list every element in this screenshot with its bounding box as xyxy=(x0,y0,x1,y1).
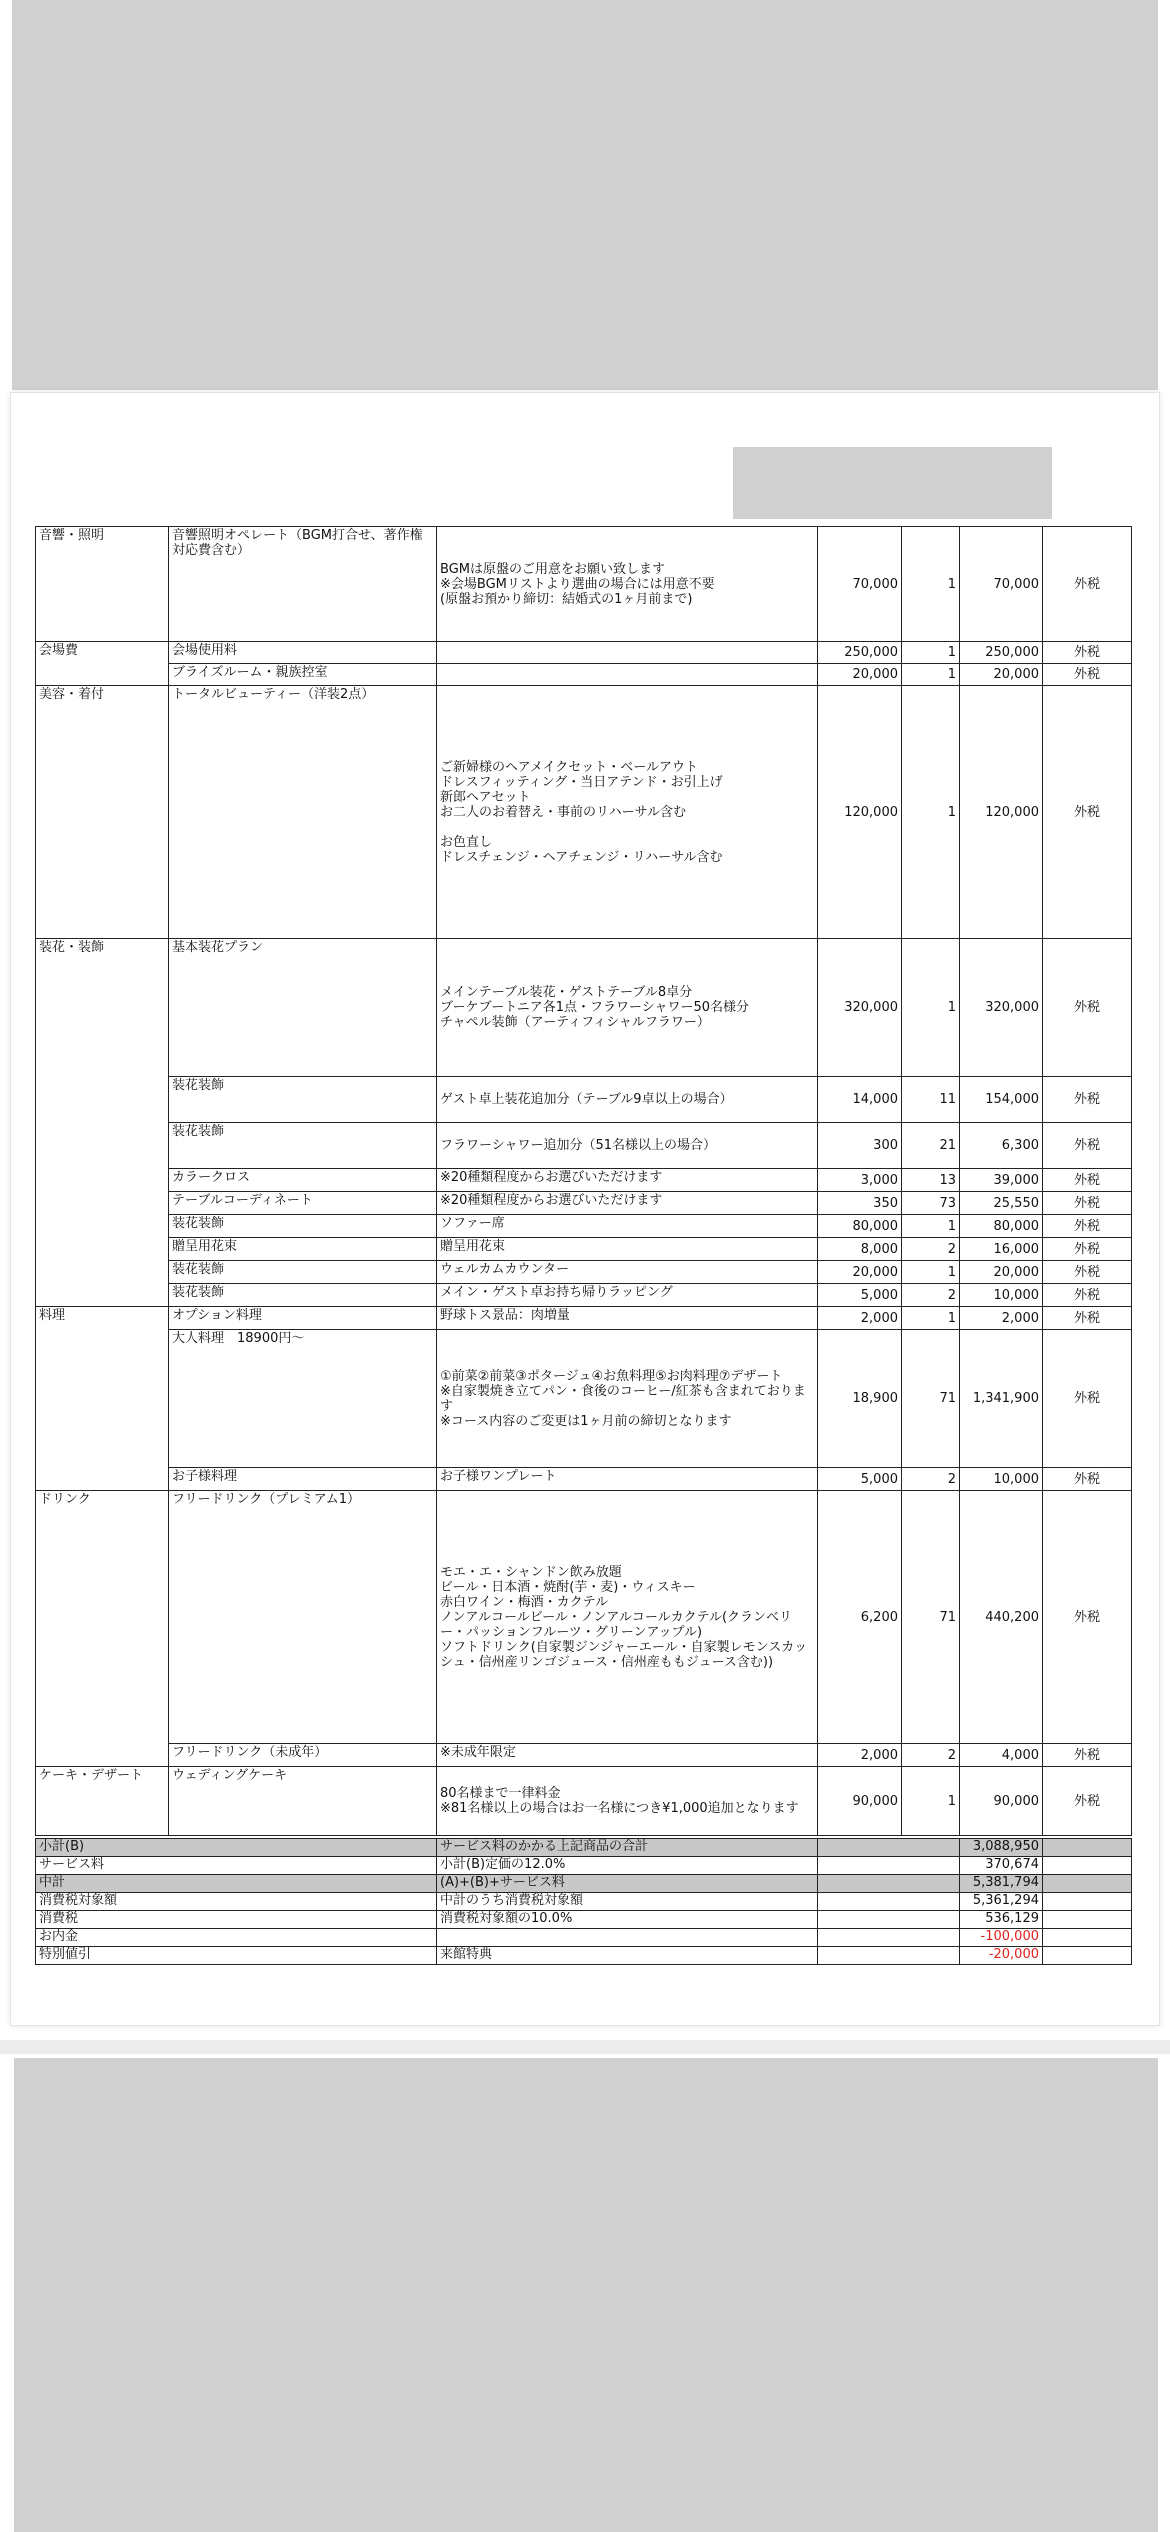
table-row xyxy=(36,1284,1132,1307)
summary-description: サービス料のかかる上記商品の合計 xyxy=(437,1839,818,1857)
tax-type-cell: 外税 xyxy=(1043,1767,1132,1836)
item-cell: 装花装飾 xyxy=(169,1215,437,1238)
summary-description: 中計のうち消費税対象額 xyxy=(437,1893,818,1911)
tax-type-cell: 外税 xyxy=(1043,642,1132,664)
description-cell: ※20種類程度からお選びいただけます xyxy=(437,1169,818,1192)
description-cell: メインテーブル装花・ゲストテーブル8卓分 ブーケブートニア各1点・フラワーシャワー50名様分 チャペル装飾（アーティフィシャルフラワー） xyxy=(437,939,818,1077)
amount-cell: 20,000 xyxy=(960,664,1043,686)
quantity-cell: 1 xyxy=(902,686,960,939)
description-cell: モエ・エ・シャンドン飲み放題 ビール・日本酒・焼酎(芋・麦)・ウィスキー 赤白ワイン・梅酒・カクテル ノンアルコールビール・ノンアルコールカクテル(クランベリー・パッションフルーツ・グリーンアップル) ソフトドリンク(自家製ジンジャーエール・自家製レモンスカッシュ・信州産リンゴジュース・信州産ももジュース含む)) xyxy=(437,1491,818,1744)
item-cell: 装花装飾 xyxy=(169,1284,437,1307)
category-cell: 音響・照明 xyxy=(36,527,169,642)
redacted-header-block xyxy=(733,447,1052,519)
amount-cell: 70,000 xyxy=(960,527,1043,642)
item-cell: 装花装飾 xyxy=(169,1123,437,1169)
summary-label: 特別値引 xyxy=(36,1947,437,1965)
table-row xyxy=(36,1468,1132,1491)
quantity-cell: 1 xyxy=(902,1307,960,1330)
description-cell: お子様ワンプレート xyxy=(437,1468,818,1491)
category-cell: ケーキ・デザート xyxy=(36,1767,169,1836)
summary-table xyxy=(35,1838,1132,1965)
summary-amount: -20,000 xyxy=(960,1947,1043,1965)
tax-type-cell: 外税 xyxy=(1043,1077,1132,1123)
description-cell: ①前菜②前菜③ポタージュ④お魚料理⑤お肉料理⑦デザート ※自家製焼き立てパン・食後のコーヒー/紅茶も含まれております ※コース内容のご変更は1ヶ月前の締切となります xyxy=(437,1330,818,1468)
item-cell: フリードリンク（プレミアム1） xyxy=(169,1491,437,1744)
quantity-cell: 13 xyxy=(902,1169,960,1192)
quantity-cell: 1 xyxy=(902,642,960,664)
summary-label: 消費税対象額 xyxy=(36,1893,437,1911)
estimate-table xyxy=(35,526,1132,1836)
table-row xyxy=(36,1215,1132,1238)
item-cell: 装花装飾 xyxy=(169,1261,437,1284)
description-cell xyxy=(437,642,818,664)
summary-label: 消費税 xyxy=(36,1911,437,1929)
item-cell: 音響照明オペレート（BGM打合せ、著作権対応費含む） xyxy=(169,527,437,642)
table-row xyxy=(36,1238,1132,1261)
item-cell: オプション料理 xyxy=(169,1307,437,1330)
description-cell: ※未成年限定 xyxy=(437,1744,818,1767)
quantity-cell: 2 xyxy=(902,1238,960,1261)
item-cell: フリードリンク（未成年） xyxy=(169,1744,437,1767)
description-cell xyxy=(437,664,818,686)
unit-price-cell: 90,000 xyxy=(818,1767,902,1836)
table-row xyxy=(36,1330,1132,1468)
table-row xyxy=(36,1192,1132,1215)
unit-price-cell: 5,000 xyxy=(818,1468,902,1491)
table-row xyxy=(36,939,1132,1077)
tax-type-cell: 外税 xyxy=(1043,1123,1132,1169)
amount-cell: 10,000 xyxy=(960,1284,1043,1307)
amount-cell: 39,000 xyxy=(960,1169,1043,1192)
amount-cell: 6,300 xyxy=(960,1123,1043,1169)
description-cell: BGMは原盤のご用意をお願い致します ※会場BGMリストより選曲の場合には用意不要 (原盤お預かり締切：結婚式の1ヶ月前まで) xyxy=(437,527,818,642)
redacted-bottom-area xyxy=(14,2058,1158,2532)
amount-cell: 4,000 xyxy=(960,1744,1043,1767)
table-row xyxy=(36,1307,1132,1330)
category-cell: 装花・装飾 xyxy=(36,939,169,1307)
table-row xyxy=(36,1261,1132,1284)
item-cell: お子様料理 xyxy=(169,1468,437,1491)
summary-amount: 3,088,950 xyxy=(960,1839,1043,1857)
tax-type-cell: 外税 xyxy=(1043,939,1132,1077)
unit-price-cell: 350 xyxy=(818,1192,902,1215)
summary-row xyxy=(36,1947,1132,1965)
unit-price-cell: 5,000 xyxy=(818,1284,902,1307)
summary-row xyxy=(36,1875,1132,1893)
tax-type-cell: 外税 xyxy=(1043,664,1132,686)
summary-row xyxy=(36,1929,1132,1947)
amount-cell: 25,550 xyxy=(960,1192,1043,1215)
item-cell: カラークロス xyxy=(169,1169,437,1192)
category-cell: 会場費 xyxy=(36,642,169,686)
page-divider xyxy=(0,2040,1170,2054)
tax-type-cell: 外税 xyxy=(1043,1491,1132,1744)
tax-type-cell: 外税 xyxy=(1043,1215,1132,1238)
unit-price-cell: 320,000 xyxy=(818,939,902,1077)
description-cell: ウェルカムカウンター xyxy=(437,1261,818,1284)
amount-cell: 16,000 xyxy=(960,1238,1043,1261)
unit-price-cell: 18,900 xyxy=(818,1330,902,1468)
quantity-cell: 1 xyxy=(902,939,960,1077)
summary-label: 小計(B) xyxy=(36,1839,437,1857)
summary-row xyxy=(36,1893,1132,1911)
amount-cell: 10,000 xyxy=(960,1468,1043,1491)
unit-price-cell: 6,200 xyxy=(818,1491,902,1744)
amount-cell: 154,000 xyxy=(960,1077,1043,1123)
summary-description: 消費税対象額の10.0% xyxy=(437,1911,818,1929)
quantity-cell: 2 xyxy=(902,1744,960,1767)
category-cell: 料理 xyxy=(36,1307,169,1491)
table-row xyxy=(36,1767,1132,1836)
quantity-cell: 2 xyxy=(902,1284,960,1307)
description-cell: フラワーシャワー追加分（51名様以上の場合） xyxy=(437,1123,818,1169)
summary-description: (A)+(B)+サービス料 xyxy=(437,1875,818,1893)
tax-type-cell: 外税 xyxy=(1043,686,1132,939)
amount-cell: 320,000 xyxy=(960,939,1043,1077)
quantity-cell: 1 xyxy=(902,664,960,686)
summary-amount: 370,674 xyxy=(960,1857,1043,1875)
unit-price-cell: 3,000 xyxy=(818,1169,902,1192)
description-cell: ご新婦様のヘアメイクセット・ベールアウト ドレスフィッティング・当日アテンド・お引上げ 新郎ヘアセット お二人のお着替え・事前のリハーサル含む お色直し ドレスチェンジ・ヘアチェンジ・リハーサル含む xyxy=(437,686,818,939)
table-row xyxy=(36,527,1132,642)
amount-cell: 1,341,900 xyxy=(960,1330,1043,1468)
summary-description: 来館特典 xyxy=(437,1947,818,1965)
amount-cell: 20,000 xyxy=(960,1261,1043,1284)
summary-label: お内金 xyxy=(36,1929,437,1947)
quantity-cell: 1 xyxy=(902,527,960,642)
item-cell: 会場使用料 xyxy=(169,642,437,664)
item-cell: テーブルコーディネート xyxy=(169,1192,437,1215)
amount-cell: 2,000 xyxy=(960,1307,1043,1330)
amount-cell: 440,200 xyxy=(960,1491,1043,1744)
tax-type-cell: 外税 xyxy=(1043,1284,1132,1307)
description-cell: 80名様まで一律料金 ※81名様以上の場合はお一名様につき¥1,000追加となります xyxy=(437,1767,818,1836)
unit-price-cell: 250,000 xyxy=(818,642,902,664)
tax-type-cell: 外税 xyxy=(1043,1192,1132,1215)
quantity-cell: 71 xyxy=(902,1330,960,1468)
item-cell: 大人料理 18900円～ xyxy=(169,1330,437,1468)
amount-cell: 250,000 xyxy=(960,642,1043,664)
summary-row xyxy=(36,1911,1132,1929)
table-row xyxy=(36,664,1132,686)
quantity-cell: 1 xyxy=(902,1215,960,1238)
unit-price-cell: 20,000 xyxy=(818,664,902,686)
summary-amount: 536,129 xyxy=(960,1911,1043,1929)
tax-type-cell: 外税 xyxy=(1043,1468,1132,1491)
summary-amount: -100,000 xyxy=(960,1929,1043,1947)
tax-type-cell: 外税 xyxy=(1043,1744,1132,1767)
table-row xyxy=(36,1169,1132,1192)
summary-amount: 5,381,794 xyxy=(960,1875,1043,1893)
amount-cell: 120,000 xyxy=(960,686,1043,939)
quantity-cell: 1 xyxy=(902,1261,960,1284)
unit-price-cell: 300 xyxy=(818,1123,902,1169)
tax-type-cell: 外税 xyxy=(1043,1261,1132,1284)
redacted-top-area xyxy=(12,0,1158,390)
quantity-cell: 1 xyxy=(902,1767,960,1836)
summary-description: 小計(B)定価の12.0% xyxy=(437,1857,818,1875)
quantity-cell: 21 xyxy=(902,1123,960,1169)
summary-label: サービス料 xyxy=(36,1857,437,1875)
description-cell: ※20種類程度からお選びいただけます xyxy=(437,1192,818,1215)
table-row xyxy=(36,1491,1132,1744)
description-cell: ソファー席 xyxy=(437,1215,818,1238)
table-row xyxy=(36,686,1132,939)
table-row xyxy=(36,1744,1132,1767)
tax-type-cell: 外税 xyxy=(1043,1238,1132,1261)
summary-description xyxy=(437,1929,818,1947)
quantity-cell: 11 xyxy=(902,1077,960,1123)
unit-price-cell: 8,000 xyxy=(818,1238,902,1261)
item-cell: 装花装飾 xyxy=(169,1077,437,1123)
summary-row xyxy=(36,1857,1132,1875)
description-cell: ゲスト卓上装花追加分（テーブル9卓以上の場合） xyxy=(437,1077,818,1123)
description-cell: 贈呈用花束 xyxy=(437,1238,818,1261)
summary-row xyxy=(36,1839,1132,1857)
unit-price-cell: 80,000 xyxy=(818,1215,902,1238)
item-cell: 贈呈用花束 xyxy=(169,1238,437,1261)
unit-price-cell: 14,000 xyxy=(818,1077,902,1123)
tax-type-cell: 外税 xyxy=(1043,1169,1132,1192)
unit-price-cell: 2,000 xyxy=(818,1744,902,1767)
amount-cell: 90,000 xyxy=(960,1767,1043,1836)
unit-price-cell: 70,000 xyxy=(818,527,902,642)
item-cell: トータルビューティー（洋装2点） xyxy=(169,686,437,939)
tax-type-cell: 外税 xyxy=(1043,1330,1132,1468)
unit-price-cell: 2,000 xyxy=(818,1307,902,1330)
table-row xyxy=(36,1077,1132,1123)
unit-price-cell: 120,000 xyxy=(818,686,902,939)
unit-price-cell: 20,000 xyxy=(818,1261,902,1284)
amount-cell: 80,000 xyxy=(960,1215,1043,1238)
quantity-cell: 71 xyxy=(902,1491,960,1744)
item-cell: 基本装花プラン xyxy=(169,939,437,1077)
quantity-cell: 73 xyxy=(902,1192,960,1215)
item-cell: ブライズルーム・親族控室 xyxy=(169,664,437,686)
item-cell: ウェディングケーキ xyxy=(169,1767,437,1836)
description-cell: 野球トス景品：肉増量 xyxy=(437,1307,818,1330)
tax-type-cell: 外税 xyxy=(1043,527,1132,642)
summary-amount: 5,361,294 xyxy=(960,1893,1043,1911)
category-cell: ドリンク xyxy=(36,1491,169,1767)
category-cell: 美容・着付 xyxy=(36,686,169,939)
tax-type-cell: 外税 xyxy=(1043,1307,1132,1330)
description-cell: メイン・ゲスト卓お持ち帰りラッピング xyxy=(437,1284,818,1307)
summary-label: 中計 xyxy=(36,1875,437,1893)
quantity-cell: 2 xyxy=(902,1468,960,1491)
table-row xyxy=(36,642,1132,664)
table-row xyxy=(36,1123,1132,1169)
